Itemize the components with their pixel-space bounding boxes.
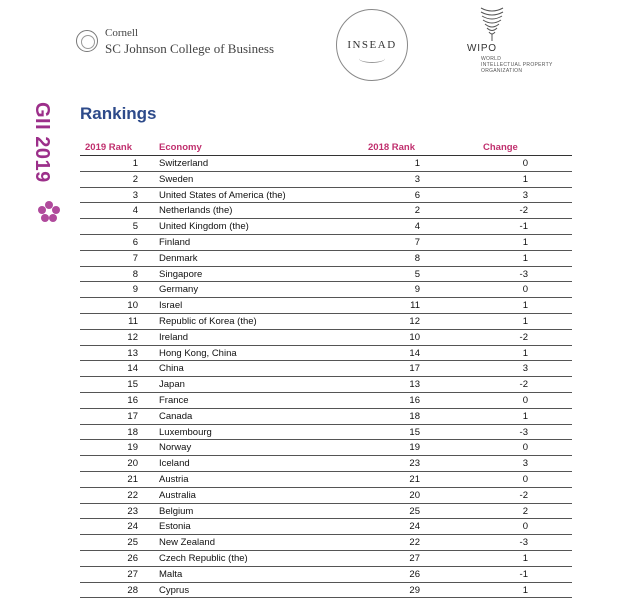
cell-2019-rank: 23 [127,505,138,517]
cell-change: 0 [522,284,528,296]
table-row [80,314,572,330]
cell-economy: Iceland [159,458,190,470]
cell-2018-rank: 23 [409,458,420,470]
cell-2018-rank: 24 [409,521,420,533]
cell-2019-rank: 8 [132,268,138,280]
table-row [80,551,572,567]
cell-change: 3 [522,458,528,470]
table-row [80,361,572,377]
cell-2019-rank: 24 [127,521,138,533]
cell-2018-rank: 27 [409,552,420,564]
cell-2019-rank: 20 [127,458,138,470]
cell-2019-rank: 26 [127,552,138,564]
cell-economy: Estonia [159,521,191,533]
wipo-name: WIPO [467,43,497,54]
table-row [80,267,572,283]
page-header [0,0,640,95]
cell-change: -2 [519,379,528,391]
cell-change: -1 [519,568,528,580]
cell-2019-rank: 4 [132,205,138,217]
cell-economy: Finland [159,236,191,248]
cell-change: 0 [522,473,528,485]
insead-name: INSEAD [347,39,397,51]
table-row [80,393,572,409]
cell-2018-rank: 8 [414,252,420,264]
col-change: Change [483,142,518,153]
table-row [80,456,572,472]
cell-change: -2 [519,331,528,343]
cell-economy: Belgium [159,505,194,517]
table-row [80,440,572,456]
col-2019-rank: 2019 Rank [85,142,133,153]
cell-economy: Australia [159,489,196,501]
cell-economy: Norway [159,442,192,454]
gii-flower-icon [36,199,62,225]
cell-2018-rank: 13 [409,379,420,391]
cornell-name: Cornell [105,27,138,39]
table-row [80,377,572,393]
cell-change: -3 [519,537,528,549]
cell-change: 0 [522,521,528,533]
table-row [80,519,572,535]
cell-economy: Germany [159,284,199,296]
cell-economy: Switzerland [159,158,209,169]
cell-change: 1 [522,410,528,422]
cell-economy: Austria [159,473,189,485]
cell-2019-rank: 14 [127,363,138,375]
gii-2019-label: GII 2019 [31,102,53,183]
cell-2018-rank: 4 [414,221,420,233]
table-row [80,346,572,362]
table-header [80,142,572,156]
cell-2018-rank: 16 [409,394,420,406]
cell-2019-rank: 12 [127,331,138,343]
cornell-school-name: SC Johnson College of Business [105,41,275,56]
cell-change: 0 [522,158,528,169]
rankings-table [80,142,572,598]
cell-2019-rank: 7 [132,252,138,264]
page-title: Rankings [80,104,157,123]
cell-2019-rank: 16 [127,394,138,406]
cell-2019-rank: 22 [127,489,138,501]
cell-2018-rank: 19 [409,442,420,454]
cell-2019-rank: 1 [132,158,138,169]
cell-2019-rank: 3 [132,189,138,201]
cell-2018-rank: 26 [409,568,420,580]
table-row [80,156,572,172]
cell-change: -3 [519,268,528,280]
cell-2019-rank: 6 [132,236,138,248]
cell-2018-rank: 12 [409,315,420,327]
cell-2018-rank: 18 [409,410,420,422]
cell-economy: Denmark [159,252,198,264]
cell-economy: Ireland [159,331,189,343]
cell-economy: New Zealand [159,537,215,549]
cell-economy: Hong Kong, China [159,347,237,359]
cell-economy: Sweden [159,173,194,185]
cell-change: 2 [522,505,528,517]
cell-change: 0 [522,442,528,454]
cell-economy: Netherlands (the) [159,205,233,217]
col-2018-rank: 2018 Rank [368,142,416,153]
table-row [80,535,572,551]
cell-2018-rank: 5 [414,268,420,280]
table-row [80,472,572,488]
cell-economy: Malta [159,568,183,580]
cell-economy: United Kingdom (the) [159,221,249,233]
cell-economy: Luxembourg [159,426,212,438]
cell-economy: Israel [159,300,183,312]
cell-change: 1 [522,300,528,312]
cell-2018-rank: 20 [409,489,420,501]
cell-economy: Republic of Korea (the) [159,315,257,327]
cell-economy: Canada [159,410,193,422]
wipo-subtitle: WORLD INTELLECTUAL PROPERTY ORGANIZATION [481,56,553,74]
cell-economy: Cyprus [159,584,190,596]
cell-2019-rank: 19 [127,442,138,454]
cell-2018-rank: 17 [409,363,420,375]
table-row [80,172,572,188]
cell-change: 3 [522,363,528,375]
cell-change: 1 [522,347,528,359]
cell-2019-rank: 18 [127,426,138,438]
cell-change: -2 [519,489,528,501]
cell-2019-rank: 13 [127,347,138,359]
cell-2018-rank: 14 [409,347,420,359]
table-row [80,583,572,599]
cell-2019-rank: 25 [127,537,138,549]
cell-2019-rank: 2 [132,173,138,185]
cell-2019-rank: 11 [128,315,138,327]
cell-2019-rank: 10 [127,300,138,312]
cell-economy: United States of America (the) [159,189,286,201]
insead-logo-icon [336,9,408,81]
cell-2018-rank: 25 [409,505,420,517]
cell-change: 0 [522,394,528,406]
cell-2018-rank: 7 [414,236,420,248]
cell-economy: China [159,363,184,375]
table-row [80,298,572,314]
cell-economy: Singapore [159,268,203,280]
cell-2019-rank: 15 [127,379,138,391]
table-row [80,409,572,425]
table-row [80,282,572,298]
cell-2019-rank: 9 [132,284,138,296]
table-row [80,203,572,219]
cell-change: 1 [522,315,528,327]
cornell-seal-icon [76,30,98,52]
cell-economy: France [159,394,189,406]
table-row [80,488,572,504]
cell-economy: Japan [159,379,185,391]
table-row [80,504,572,520]
cell-change: -2 [519,205,528,217]
cell-2018-rank: 6 [414,189,420,201]
cell-2018-rank: 2 [414,205,420,217]
table-body [80,156,572,598]
cell-2018-rank: 1 [414,158,420,169]
table-row [80,219,572,235]
cell-economy: Czech Republic (the) [159,552,248,564]
cell-change: 1 [522,173,528,185]
cell-change: 1 [522,552,528,564]
table-row [80,188,572,204]
table-row [80,251,572,267]
cell-2019-rank: 21 [127,473,138,485]
cell-change: 1 [522,584,528,596]
cell-2018-rank: 9 [414,284,420,296]
cell-2019-rank: 28 [127,584,138,596]
table-row [80,567,572,583]
col-economy: Economy [159,142,202,153]
cell-change: 1 [522,252,528,264]
wipo-logo-icon [479,6,505,42]
cell-change: 1 [522,236,528,248]
table-row [80,330,572,346]
cell-2018-rank: 22 [409,537,420,549]
table-row [80,425,572,441]
cell-2018-rank: 3 [414,173,420,185]
cell-2018-rank: 29 [409,584,420,596]
cell-change: 3 [522,189,528,201]
cell-2018-rank: 11 [410,300,420,312]
table-row [80,235,572,251]
cell-2018-rank: 21 [409,473,420,485]
cell-change: -3 [519,426,528,438]
cell-2018-rank: 10 [409,331,420,343]
cell-change: -1 [519,221,528,233]
cell-2019-rank: 17 [127,410,138,422]
cell-2019-rank: 5 [132,221,138,233]
cell-2019-rank: 27 [127,568,138,580]
cell-2018-rank: 15 [409,426,420,438]
